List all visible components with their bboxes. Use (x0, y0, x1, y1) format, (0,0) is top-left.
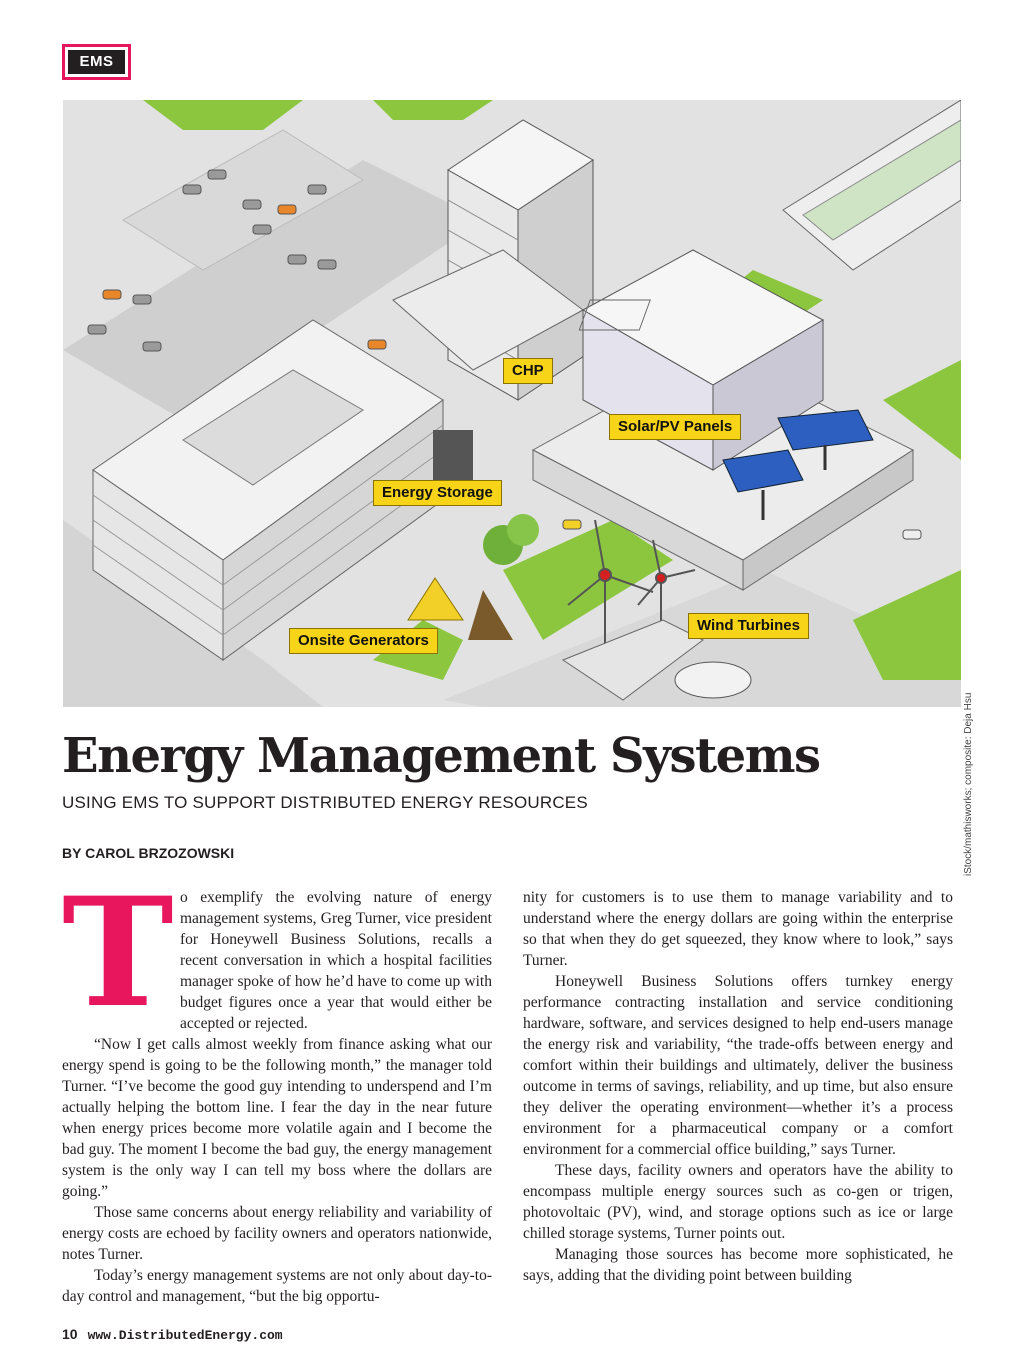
callout-energy-storage: Energy Storage (373, 480, 502, 506)
section-tag-label: EMS (68, 50, 125, 74)
callout-chp: CHP (503, 358, 553, 384)
paragraph: Managing those sources has become more sophisticated, he says, adding that the dividing point between building (523, 1246, 953, 1284)
article-subtitle: USING EMS TO SUPPORT DISTRIBUTED ENERGY RESOURCES (62, 793, 588, 812)
campus-illustration (63, 100, 961, 707)
paragraph: These days, facility owners and operators have the ability to encompass multiple energy sources such as co-gen or trigen, photovoltaic (PV), wind, and storage options such as ice or large chilled storage systems, Turner points out. (523, 1162, 953, 1242)
callout-onsite-generators: Onsite Generators (289, 628, 438, 654)
drop-cap: T (62, 865, 174, 1041)
callout-wind-turbines: Wind Turbines (688, 613, 809, 639)
paragraph: nity for customers is to use them to manage variability and to understand where the energy dollars are going within the enterprise so that when they do get squeezed, they know where to look,” says Turner. (523, 889, 953, 969)
paragraph: o exemplify the evolving nature of energy management systems, Greg Turner, vice president for Honeywell Business Solutions, recalls a recent conversation in which a hospital facilities manager spoke of how he’d have to come up with budget figures once a year that would either be accepted or rejected. (180, 889, 492, 1032)
section-tag (62, 44, 131, 80)
paragraph: Those same concerns about energy reliability and variability of energy costs are echoed by facility owners and operators nationwide, notes Turner. (62, 1204, 492, 1263)
paragraph: Today’s energy management systems are not only about day-to-day control and management, “but the big opportu- (62, 1267, 492, 1305)
photo-credit (962, 692, 978, 876)
paragraph: Honeywell Business Solutions offers turnkey energy performance contracting installation and service conditioning hardware, software, and services designed to help end-users manage the energy risk and variability, “the trade-offs between energy and comfort within their buildings and ultimately, deliver the business outcome in terms of savings, reliability, and up time, but also ensure they deliver the operating environment—whether it’s a process environment for a pharmaceutical company or a comfort environment for a commercial office building,” says Turner. (523, 973, 953, 1158)
page-number: 10 (62, 1326, 78, 1342)
callout-solar-pv: Solar/PV Panels (609, 414, 741, 440)
photo-credit-text: iStock/mathisworks; composite: Deja Hsu (963, 692, 974, 876)
article-title: Energy Management Systems (62, 728, 820, 784)
paragraph: “Now I get calls almost weekly from finance asking what our energy spend is going to be the following month,” the manager told Turner. “I’ve become the good guy intending to underspend and I’m actually helping the bottom line. I fear the day in the near future when energy prices become more volatile again and I become the bad guy. The moment I become the bad guy, the energy management system is the only way I can tell my boss where the dollars are going.” (62, 1036, 492, 1200)
page-footer (62, 1325, 283, 1345)
body-column-1 (62, 865, 492, 1307)
body-column-2 (523, 887, 953, 1286)
byline: BY CAROL BRZOZOWSKI (62, 845, 235, 861)
campus-drawing (63, 100, 961, 707)
footer-url[interactable]: www.DistributedEnergy.com (87, 1328, 283, 1343)
